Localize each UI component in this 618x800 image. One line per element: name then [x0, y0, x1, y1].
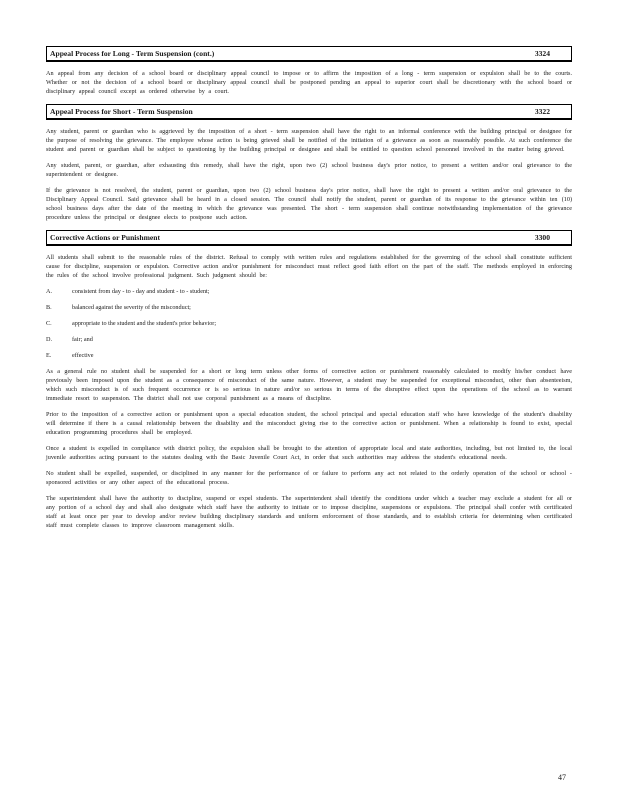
paragraph: All students shall submit to the reasonable rules of the district. Refusal to comply with written rules and regulations established for the governing of the school shall constitute sufficient cause for discipline, suspension or expulsion. Corrective action and/or punishment for misconduct must reflect good faith effort on the part of the staff. The methods employed in enforcing the rules of the school involve professional judgment. Such judgment should be: [46, 254, 572, 279]
paragraph: An appeal from any decision of a school board or disciplinary appeal council to impose or to affirm the imposition of a long - term suspension or expulsion shall be to the courts. Whether or not the decision of a school board or disciplinary appeal council shall be postponed pending an appeal to superior court shall be discretionary with the school board or disciplinary appeal council except as ordered otherwise by a court. [46, 70, 572, 95]
section-number: 3324 [534, 49, 550, 58]
list-item-label: E. [46, 352, 52, 359]
paragraph: As a general rule no student shall be suspended for a short or long term unless other forms of corrective action or punishment reasonably calculated to modify his/her conduct have previously been imposed upon the student as a consequence of misconduct of the same nature. However, a student may be suspended for exceptional misconduct, other than absenteeism, which such misconduct is of such frequent occurrence or is so serious in nature and/or so serious in terms of the disruptive effect upon the operations of the school as to warrant immediate resort to suspension. The district shall not use corporal punishment as a means of discipline. [46, 368, 572, 402]
list-item-text: balanced against the severity of the misconduct; [72, 304, 191, 311]
list-item [46, 319, 572, 328]
page-number: 47 [558, 773, 566, 782]
paragraph: Once a student is expelled in compliance with district policy, the expulsion shall be brought to the attention of appropriate local and state authorities, including, but not limited to, the local juvenile authorities acting pursuant to the statutes dealing with the Basic Juvenile Court Act, in order that such authorities may address the student's educational needs. [46, 445, 572, 461]
list-item-label: D. [46, 336, 53, 343]
section-number: 3322 [534, 107, 550, 116]
paragraph: Any student, parent or guardian who is aggrieved by the imposition of a short - term suspension shall have the right to an informal conference with the building principal or designee for the purpose of resolving the grievance. The employee whose action is being grieved shall be notified of the initiation of a grievance as soon as reasonably possible. At such conference the student and parent or guardian shall be subject to questioning by the building principal or designee and shall be entitled to question school personnel involved in the matter being grieved. [46, 128, 572, 153]
paragraph: If the grievance is not resolved, the student, parent or guardian, upon two (2) school business day's prior notice, shall have the right to present a written and/or oral grievance to the Disciplinary Appeal Council. Said grievance shall be heard in a closed session. The council shall notify the student, parent or guardian of its response to the grievance within ten (10) school business days after the date of the meeting in which the grievance was presented. The short - term suspension shall continue notwithstanding implementation of the grievance procedure unless the principal or designee elects to postpone such action. [46, 187, 572, 221]
paragraph: Any student, parent, or guardian, after exhausting this remedy, shall have the right, upon two (2) school business day's prior notice, to present a written and/or oral grievance to the superintendent or designee. [46, 162, 572, 178]
list-item [46, 335, 572, 344]
section-header [46, 46, 572, 62]
list-item [46, 287, 572, 296]
list-item-text: consistent from day - to - day and student - to - student; [72, 288, 210, 295]
list-item-label: C. [46, 320, 52, 327]
list-item-label: B. [46, 304, 52, 311]
paragraph: No student shall be expelled, suspended, or disciplined in any manner for the performance of or failure to perform any act not related to the orderly operation of the school or school - sponsored activities or any other aspect of the educational process. [46, 470, 572, 486]
paragraph: The superintendent shall have the authority to discipline, suspend or expel students. The superintendent shall identify the conditions under which a teacher may exclude a student for all or any portion of a school day and shall also designate which staff have the authority to initiate or to impose discipline, suspensions or expulsions. The principal shall confer with certificated staff at least once per year to develop and/or review building disciplinary standards and uniform enforcement of those standards, and to establish criteria for determining when certificated staff must complete classes to improve classroom management skills. [46, 495, 572, 529]
list-item-text: effective [72, 352, 94, 359]
section-title: Corrective Actions or Punishment [50, 233, 161, 242]
section-number: 3300 [534, 233, 550, 242]
list-item [46, 351, 572, 360]
section-header [46, 104, 572, 120]
paragraph: Prior to the imposition of a corrective action or punishment upon a special education student, the school principal and special education staff who have knowledge of the student's disability will determine if there is a causal relationship between the disability and the misconduct giving rise to the corrective action or punishment. When a relationship is found to exist, special education programming procedures shall be employed. [46, 411, 572, 436]
section-3322 [46, 104, 572, 222]
section-title: Appeal Process for Long - Term Suspension (cont.) [50, 49, 215, 58]
list-item [46, 303, 572, 312]
section-3324 [46, 46, 572, 96]
section-3300 [46, 230, 572, 530]
list-item-label: A. [46, 288, 53, 295]
section-title: Appeal Process for Short - Term Suspension [50, 107, 193, 116]
list-item-text: fair; and [72, 336, 93, 343]
section-header [46, 230, 572, 246]
list-item-text: appropriate to the student and the student's prior behavior; [72, 320, 217, 327]
